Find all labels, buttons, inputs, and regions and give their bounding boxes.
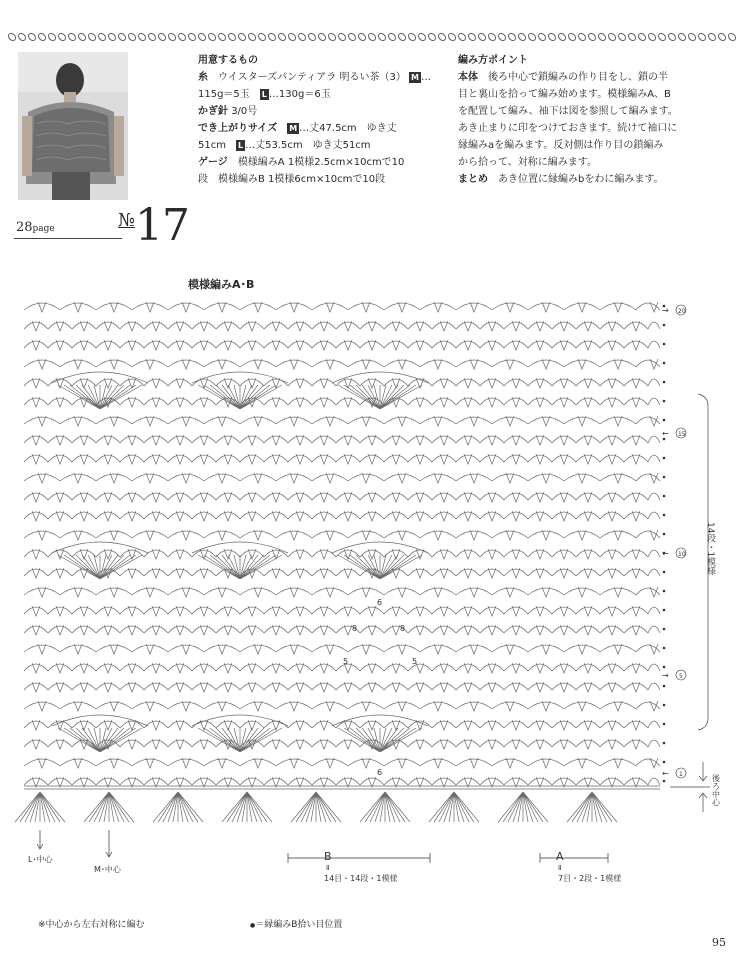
gauge-line [198,154,443,171]
finished-line-2 [198,137,443,154]
pattern-no-value: 17 [135,200,190,251]
points-section [458,52,708,188]
finished-line [198,120,443,137]
points-body-line-5: から拾って、対称に編みます。 [458,157,597,168]
finish-label: まとめ [458,174,488,185]
footer-note-2 [250,917,342,930]
body-line-0: 後ろ中心で鎖編みの作り目をし、鎖の半 [488,72,668,83]
points-finish-line [458,171,708,188]
yarn-text: ウイスターズパンティアラ 明るい茶（3） [218,72,406,83]
chart-num-6b: 6 [377,768,383,777]
a-sub-label: 7目・2段・1模様 [558,874,622,883]
a-equals: Ⅱ [558,864,562,872]
footer-note-1: ※中心から左右対称に編む [38,920,145,930]
page-number: 95 [712,936,726,949]
yarn-line [198,69,443,86]
model-photo [18,52,128,200]
chart-num-5b: 5 [412,657,418,666]
finished-label: でき上がりサイズ [198,123,278,134]
points-body-line-0 [458,69,708,86]
body-label: 本体 [458,72,478,83]
finished-m-badge: M [289,124,298,133]
l-center-label: L･中心 [28,855,53,864]
chart-num-5a: 5 [343,657,349,666]
points-body-line-1: 目と裏山を拾って編み始めます。模様編みA、B [458,89,671,100]
row-label-5: 5 [679,673,683,680]
m-center-label: M･中心 [94,865,121,874]
b-dimension-line [288,853,430,863]
footer-note-2-text: ＝縁編みB拾い目位置 [255,920,343,930]
finished-m: …丈47.5cm ゆき丈 [299,123,397,134]
yarn-m-suffix: … [421,72,431,83]
row-label-1: 1 [679,771,683,778]
hook-value: 3/0号 [231,106,258,117]
row-label-20: 20 [678,308,686,315]
points-body-line-4: 縁編みaを編みます。反対側は作り目の鎖編み [458,140,664,151]
chart-caption: 模様編みA･B [188,278,255,291]
row-label-15: 15 [678,431,686,438]
materials-heading: 用意するもの [198,55,258,66]
size-m-badge: M [411,73,419,82]
gauge-line-2: 段 模様編みB 1模様6cm×10cmで10段 [198,174,386,185]
row-label-10: 10 [678,551,686,558]
finished-m2: 51cm [198,140,226,151]
finished-l: …丈53.5cm ゆき丈51cm [245,140,371,151]
row-arrow-15: ← [662,429,669,438]
points-heading: 編み方ポイント [458,55,528,66]
yarn-qty-l: …130g＝6玉 [268,89,331,100]
points-body-line-2: を配置して編み、袖下は図を参照して編みます。 [458,106,678,117]
yarn-qty-line [198,86,443,103]
row-arrow-1: ← [662,769,669,778]
a-dimension-line [540,853,608,863]
points-body-line-3: あき止まりに印をつけておきます。続けて袖口に [458,123,678,134]
b-sub-label: 14目・14段・1模様 [324,874,398,883]
repeat-label [705,522,716,575]
hook-line [198,103,443,120]
b-equals: Ⅱ [326,864,330,872]
chart-num-8a: 8 [352,624,358,633]
a-label: A [556,850,564,863]
hook-label: かぎ針 [198,106,228,117]
pattern-no-label: № [118,210,136,231]
finished-l-badge: L [237,141,244,150]
materials-section [198,52,443,188]
gauge-text-1: 模様編みA 1模様2.5cm×10cmで10 [237,157,405,168]
repeat-label-text: 14段・1模様 [705,522,715,576]
page-reference [16,220,55,235]
pattern-number [118,200,189,251]
chart-num-6a: 6 [377,598,383,607]
b-label: B [324,850,332,863]
yarn-qty-m: 115g＝5玉 [198,89,250,100]
gauge-label: ゲージ [198,157,228,168]
row-arrow-20: → [662,306,669,315]
decorative-border [8,30,742,44]
row-arrow-10: ← [662,549,669,558]
page-ref-number: 28 [16,220,33,235]
chart-num-8b: 8 [400,624,406,633]
yarn-label: 糸 [198,72,208,83]
page-ref-suffix: page [32,224,55,234]
size-l-badge: L [261,90,267,99]
crochet-chart [10,292,730,892]
back-center-label: 後ろ中心 [711,774,721,806]
page-ref-rule [14,238,122,239]
finish-text: あき位置に縁編みbをわに編みます。 [498,174,664,185]
row-arrow-5: → [662,671,669,680]
footer-dot: ● [250,922,256,929]
